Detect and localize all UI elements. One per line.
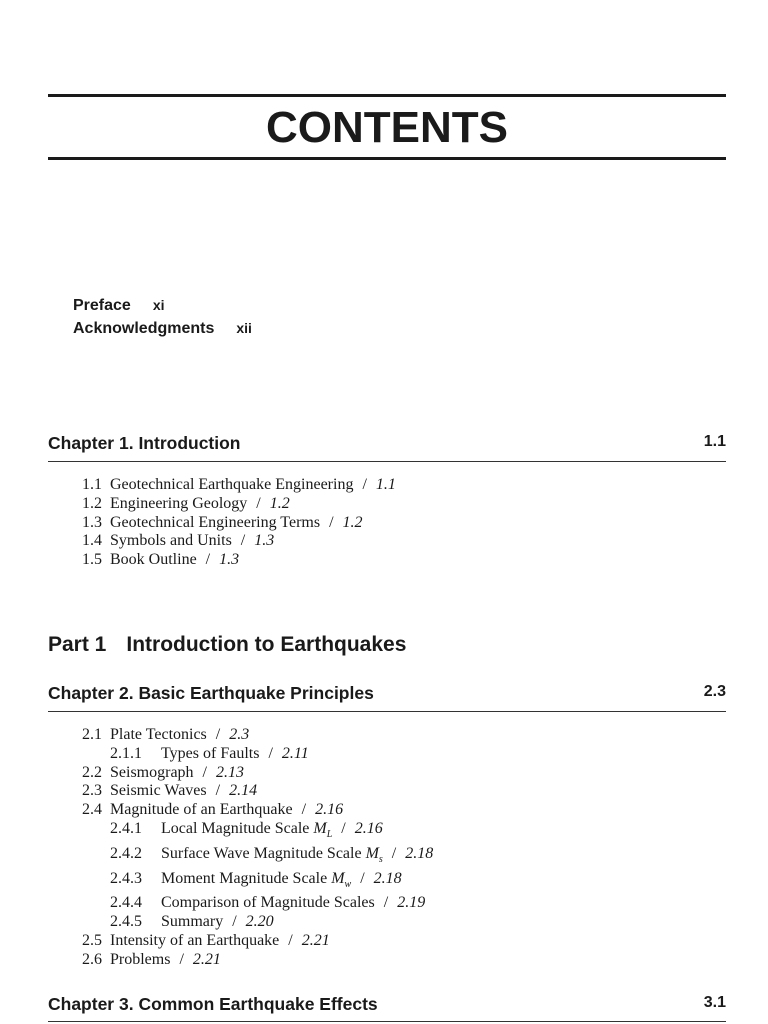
toc-subentry[interactable] [82,894,433,913]
entry-separator: / [362,476,367,493]
entry-page: 2.18 [373,869,402,887]
chapter-2-heading[interactable] [48,683,726,704]
toc-subentry[interactable] [82,820,433,845]
entry-number: 1.4 [82,532,102,550]
toc-subentry[interactable] [82,913,433,932]
toc-subentry[interactable] [82,845,433,870]
entry-title: Summary [161,913,224,931]
entry-separator: / [329,513,334,531]
magnitude-symbol: $M_L$ [313,819,333,840]
chapter-1-heading[interactable] [48,433,726,454]
entry-title: Intensity of an Earthquake [110,931,280,949]
chapter-page: 1.1 [703,433,726,450]
entry-title: Seismic Waves [110,782,207,800]
entry-page: 2.18 [405,844,434,862]
entry-page: 2.16 [315,801,344,819]
entry-separator: / [383,894,389,912]
chapter-3-heading[interactable] [48,994,726,1015]
entry-number: 2.5 [82,931,102,949]
toc-entry[interactable] [82,782,433,801]
entry-title: Comparison of Magnitude Scales [161,894,375,912]
toc-subentry[interactable] [82,870,433,895]
front-matter-preface[interactable] [73,297,165,315]
front-matter-page: xii [236,320,252,336]
entry-separator: / [202,763,207,781]
chapter-2-rule [48,711,726,712]
entry-separator: / [215,726,221,743]
part-1-heading[interactable] [48,633,406,657]
toc-entry[interactable] [82,801,433,820]
entry-title: Moment Magnitude Scale [161,869,328,887]
entry-title: Magnitude of an Earthquake [110,801,293,819]
entry-separator: / [360,869,365,887]
entry-separator: / [301,801,307,819]
entry-page: 1.3 [219,551,240,569]
chapter-page: 2.3 [703,683,726,700]
front-matter-label: Acknowledgments [73,320,215,337]
entry-number: 2.1.1 [110,744,142,762]
entry-page: 2.11 [281,744,309,762]
entry-page: 1.3 [254,532,275,550]
entry-page: 2.20 [245,913,274,931]
entry-number: 2.3 [82,782,102,800]
chapter-1-entries [82,476,396,570]
title-top-rule [48,94,726,97]
entry-number: 1.1 [82,476,102,493]
entry-page: 2.14 [229,782,258,800]
title-bottom-rule [48,157,726,160]
magnitude-symbol: $M_w$ [331,869,352,890]
entry-page: 2.21 [301,931,330,949]
toc-subentry[interactable] [82,745,433,764]
entry-separator: / [205,551,211,569]
chapter-3-rule [48,1021,726,1022]
chapter-page: 3.1 [703,994,726,1011]
magnitude-symbol: $M_s$ [365,844,383,865]
entry-title: Engineering Geology [110,494,248,512]
entry-number: 2.2 [82,763,102,781]
entry-number: 2.4.2 [110,844,142,862]
entry-separator: / [391,844,397,862]
chapter-title: Chapter 1. Introduction [48,433,241,453]
entry-number: 2.6 [82,950,102,968]
chapter-1-rule [48,461,726,462]
entry-number: 2.4.1 [110,819,142,837]
toc-entry[interactable] [82,476,396,495]
entry-page: 2.21 [192,950,221,968]
toc-entry[interactable] [82,726,433,745]
entry-separator: / [232,913,237,931]
entry-title: Plate Tectonics [110,726,207,743]
entry-title: Geotechnical Engineering Terms [110,513,321,531]
entry-title: Geotechnical Earthquake Engineering [110,476,354,493]
entry-separator: / [215,782,221,800]
entry-page: 2.16 [354,819,383,837]
entry-page: 2.3 [229,726,250,743]
toc-entry[interactable] [82,951,433,970]
toc-entry[interactable] [82,495,396,514]
entry-title: Book Outline [110,551,197,569]
entry-title: Problems [110,950,171,968]
entry-page: 1.2 [342,513,363,531]
toc-entry[interactable] [82,764,433,783]
entry-number: 2.1 [82,726,102,743]
entry-title: Types of Faults [161,744,260,762]
entry-page: 2.19 [397,894,426,912]
entry-separator: / [288,931,293,949]
chapter-title: Chapter 3. Common Earthquake Effects [48,994,378,1014]
toc-entry[interactable] [82,551,396,570]
entry-number: 1.5 [82,551,102,569]
chapter-title: Chapter 2. Basic Earthquake Principles [48,683,374,703]
entry-page: 2.13 [216,763,244,781]
part-title: Introduction to Earthquakes [126,633,407,656]
entry-title: Local Magnitude Scale [161,819,310,837]
entry-title: Symbols and Units [110,532,232,550]
entry-number: 2.4 [82,801,102,819]
entry-separator: / [268,744,273,762]
entry-page: 1.2 [269,494,290,512]
entry-number: 1.2 [82,494,102,512]
page-title: CONTENTS [266,103,508,152]
entry-number: 2.4.4 [110,894,142,912]
entry-number: 2.4.3 [110,869,142,887]
entry-separator: / [179,950,184,968]
front-matter-acknowledgments[interactable] [73,320,252,338]
entry-separator: / [341,819,346,837]
entry-page: 1.1 [375,476,396,493]
entry-separator: / [256,494,261,512]
front-matter-label: Preface [73,297,131,314]
entry-number: 2.4.5 [110,913,142,931]
front-matter-page: xi [152,297,165,313]
toc-entry[interactable] [82,514,396,533]
part-label: Part 1 [48,633,107,656]
entry-title: Seismograph [110,763,194,781]
chapter-2-entries [82,726,433,970]
entry-title: Surface Wave Magnitude Scale [161,844,362,862]
entry-number: 1.3 [82,513,102,531]
toc-entry[interactable] [82,532,396,551]
entry-separator: / [240,532,246,550]
toc-entry[interactable] [82,932,433,951]
